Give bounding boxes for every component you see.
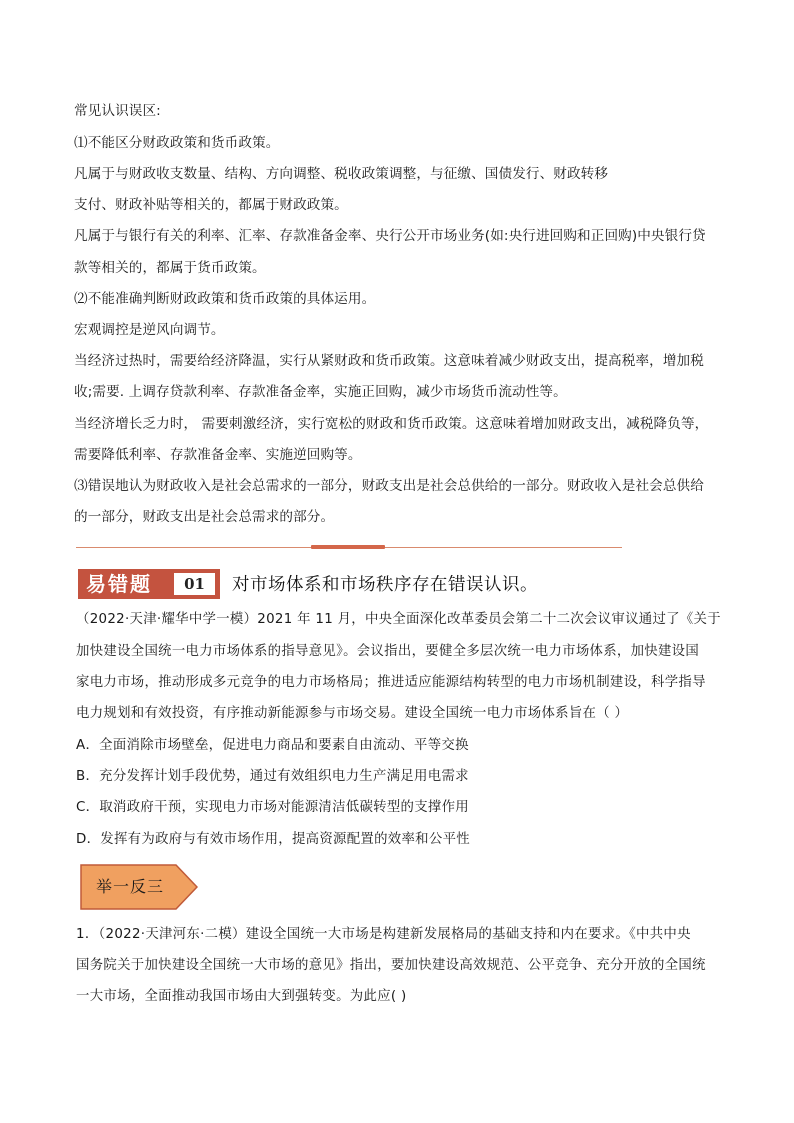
- text-line: 款等相关的，都属于货币政策。: [74, 260, 266, 276]
- option-a: A．全面消除市场壁垒，促进电力商品和要素自由流动、平等交换: [76, 738, 469, 753]
- divider-accent: [311, 545, 385, 549]
- question-stem-line: 国务院关于加快建设全国统一大市场的意见》指出，要加快建设高效规范、公平竞争、充分开放的全国统: [76, 958, 706, 973]
- option-b: B．充分发挥计划手段优势，通过有效组织电力生产满足用电需求: [76, 769, 469, 784]
- question-stem-line: 家电力市场，推动形成多元竞争的电力市场格局；推进适应能源结构转型的电力市场机制建设，科学指导: [76, 675, 706, 690]
- text-line: 支付、财政补贴等相关的，都属于财政政策。: [74, 197, 348, 213]
- text-line: 凡属于与财政收支数量、结构、方向调整、税收政策调整，与征缴、国债发行、财政转移: [74, 166, 609, 182]
- text-line: 当经济增长乏力时， 需要刺激经济，实行宽松的财政和货币政策。这意味着增加财政支出，减税降负等，: [74, 416, 709, 432]
- badge-label: 易错题: [86, 572, 152, 596]
- question-stem-line: 电力规划和有效投资，有序推动新能源参与市场交易。建设全国统一电力市场体系旨在（ ）: [76, 706, 629, 721]
- misconceptions-title: 常见认识误区:: [74, 103, 161, 119]
- question-stem-line: （2022·天津·耀华中学一模）2021 年 11 月，中央全面深化改革委员会第二十二次会议审议通过了《关于: [76, 612, 721, 627]
- option-d: D．发挥有为政府与有效市场作用，提高资源配置的效率和公平性: [76, 832, 470, 847]
- text-line: 凡属于与银行有关的利率、汇率、存款准备金率、央行公开市场业务(如:央行进回购和正回购)中央银行贷: [74, 228, 706, 244]
- error-question-badge: [78, 569, 220, 599]
- misconception-3-heading: ⑶错误地认为财政收入是社会总需求的一部分，财政支出是社会总供给的一部分。财政收入是社会总供给: [74, 478, 704, 494]
- misconception-2-heading: ⑵不能准确判断财政政策和货币政策的具体运用。: [74, 291, 376, 307]
- misconception-1-heading: ⑴不能区分财政政策和货币政策。: [74, 135, 280, 151]
- question-stem-line: 加快建设全国统一电力市场体系的指导意见》。会议指出，要健全多层次统一电力市场体系，加快建设国: [76, 644, 700, 659]
- option-c: C．取消政府干预，实现电力市场对能源清洁低碳转型的支撑作用: [76, 800, 469, 815]
- text-line: 需要降低利率、存款准备金率、实施逆回购等。: [74, 447, 362, 463]
- section-heading: 对市场体系和市场秩序存在错误认识。: [232, 575, 538, 595]
- text-line: 当经济过热时，需要给经济降温，实行从紧财政和货币政策。这意味着减少财政支出，提高税率，增加税: [74, 353, 704, 369]
- text-line: 的一部分，财政支出是社会总需求的部分。: [74, 509, 335, 525]
- practice-label: 举一反三: [96, 877, 165, 896]
- question-stem-line: 1．（2022·天津河东·二模）建设全国统一大市场是构建新发展格局的基础支持和内在要求。《中共中央: [76, 927, 691, 942]
- text-line: 收;需要. 上调存贷款利率、存款准备金率，实施正回购，减少市场货币流动性等。: [74, 384, 567, 400]
- badge-number: 01: [174, 573, 215, 595]
- question-stem-line: 一大市场，全面推动我国市场由大到强转变。为此应( ): [76, 989, 407, 1004]
- practice-badge: [80, 864, 198, 910]
- text-line: 宏观调控是逆风向调节。: [74, 322, 225, 338]
